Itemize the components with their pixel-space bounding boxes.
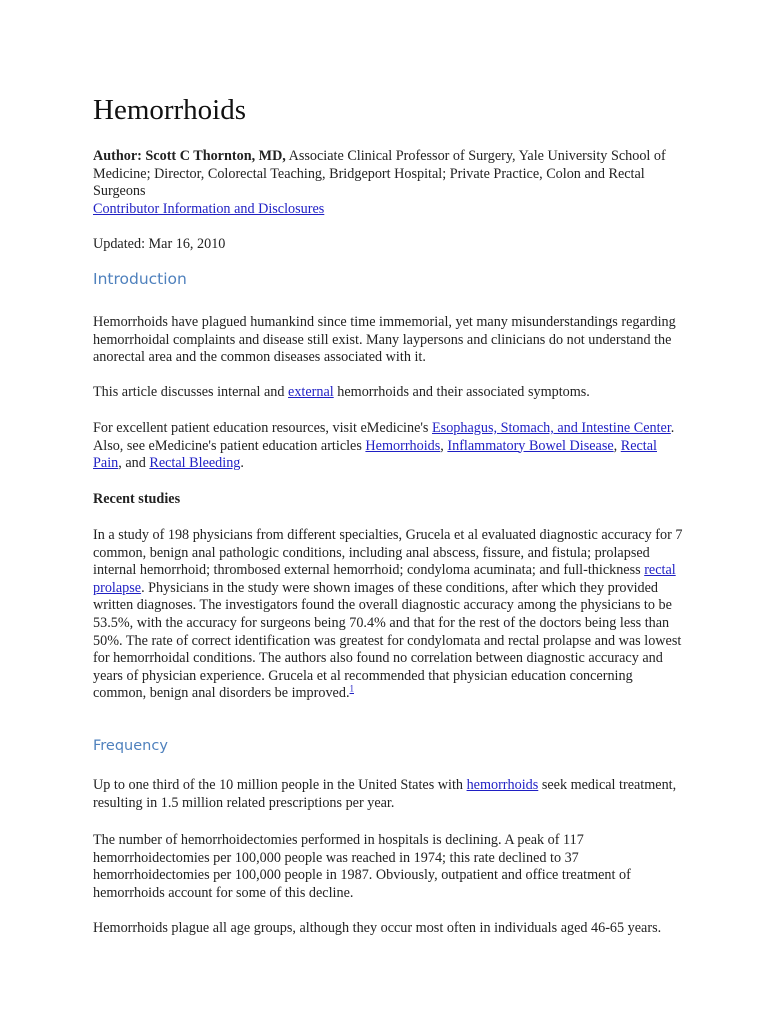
esophagus-center-link[interactable]: Esophagus, Stomach, and Intestine Center: [432, 420, 671, 436]
author-description: Associate Clinical Professor of Surgery, Yale University School of Medicine; Director, Colorectal Teaching, Bridgeport Hospital; Private Practice, Colon and Rectal Surgeons: [93, 148, 666, 200]
recent-studies-paragraph: [93, 527, 683, 703]
text-span: For excellent patient education resources, visit eMedicine's: [93, 420, 433, 436]
author-block: [93, 148, 683, 201]
hemorrhoids-inline-link[interactable]: hemorrhoids: [466, 777, 539, 793]
text-span: .: [240, 455, 244, 472]
intro-paragraph-1: Hemorrhoids have plagued humankind since time immemorial, yet many misunderstandings regarding hemorrhoidal complaints and disease still exist. Many laypersons and clinicians do not understand the anorectal area and the common diseases associated with it.: [93, 314, 676, 366]
text-span: This article discusses internal and: [93, 384, 289, 400]
text-span: hemorrhoids and their associated symptoms.: [333, 384, 590, 400]
text-span: . Physicians in the study were shown images of these conditions, after which they provided written diagnoses. The investigators found the overall diagnostic accuracy among the physicians to be 53.5%, with the accuracy for surgeons being 70.4% and that for the rest of the doctors being less than 50%. The rate of correct identification was greatest for condylomata and rectal prolapse and was lowest for hemorrhoidal conditions. The authors also found no correlation between diagnostic accuracy and years of physician experience. Grucela et al recommended that physician education concerning common, benign anal disorders be improved.: [93, 579, 682, 702]
reference-link[interactable]: 1: [349, 683, 354, 694]
text-span: . Also, see eMedicine's patient education articles: [93, 420, 675, 454]
frequency-paragraph-3: Hemorrhoids plague all age groups, although they occur most often in individuals aged 46-65 years.: [93, 920, 662, 936]
contributor-line: [93, 201, 683, 219]
subheading-recent-studies: Recent studies: [93, 491, 181, 507]
text-span: , and: [118, 455, 150, 472]
updated-date: Updated: Mar 16, 2010: [93, 236, 226, 252]
rectal-prolapse-link[interactable]: rectal prolapse: [93, 562, 676, 596]
hemorrhoids-link[interactable]: Hemorrhoids: [365, 437, 441, 454]
section-heading-frequency: Frequency: [93, 738, 168, 754]
intro-paragraph-2: [93, 384, 683, 402]
rectal-pain-link[interactable]: Rectal Pain: [93, 437, 657, 472]
section-heading-introduction: Introduction: [93, 270, 187, 288]
text-span: seek medical treatment, resulting in 1.5 million related prescriptions per year.: [93, 777, 677, 811]
author-label: Author:: [93, 148, 142, 164]
frequency-paragraph-1: [93, 777, 683, 812]
page-title: Hemorrhoids: [93, 94, 247, 126]
contributor-link[interactable]: Contributor Information and Disclosures: [93, 201, 325, 217]
external-link[interactable]: external: [288, 384, 334, 400]
frequency-paragraph-2: The number of hemorrhoidectomies performed in hospitals is declining. A peak of 117 hemorrhoidectomies per 100,000 people was reached in 1974; this rate declined to 37 hemorrhoidectomies per 100,000 people in 1987. Obviously, outpatient and office treatment of hemorrhoids account for some of this decline.: [93, 832, 631, 901]
text-span: ,: [440, 437, 448, 454]
ibd-link[interactable]: Inflammatory Bowel Disease: [447, 437, 614, 454]
text-span: ,: [613, 437, 621, 454]
text-span: In a study of 198 physicians from different specialties, Grucela et al evaluated diagnostic accuracy for 7 common, benign anal pathologic conditions, including anal abscess, fissure, and fistula; prolapsed internal hemorrhoid; thrombosed external hemorrhoid; condyloma acuminata; and full-thickness: [93, 527, 683, 579]
intro-paragraph-3: [93, 420, 683, 473]
author-name: Scott C Thornton, MD,: [145, 148, 286, 164]
rectal-bleeding-link[interactable]: Rectal Bleeding: [149, 455, 241, 472]
text-span: Up to one third of the 10 million people in the United States with: [93, 777, 467, 793]
